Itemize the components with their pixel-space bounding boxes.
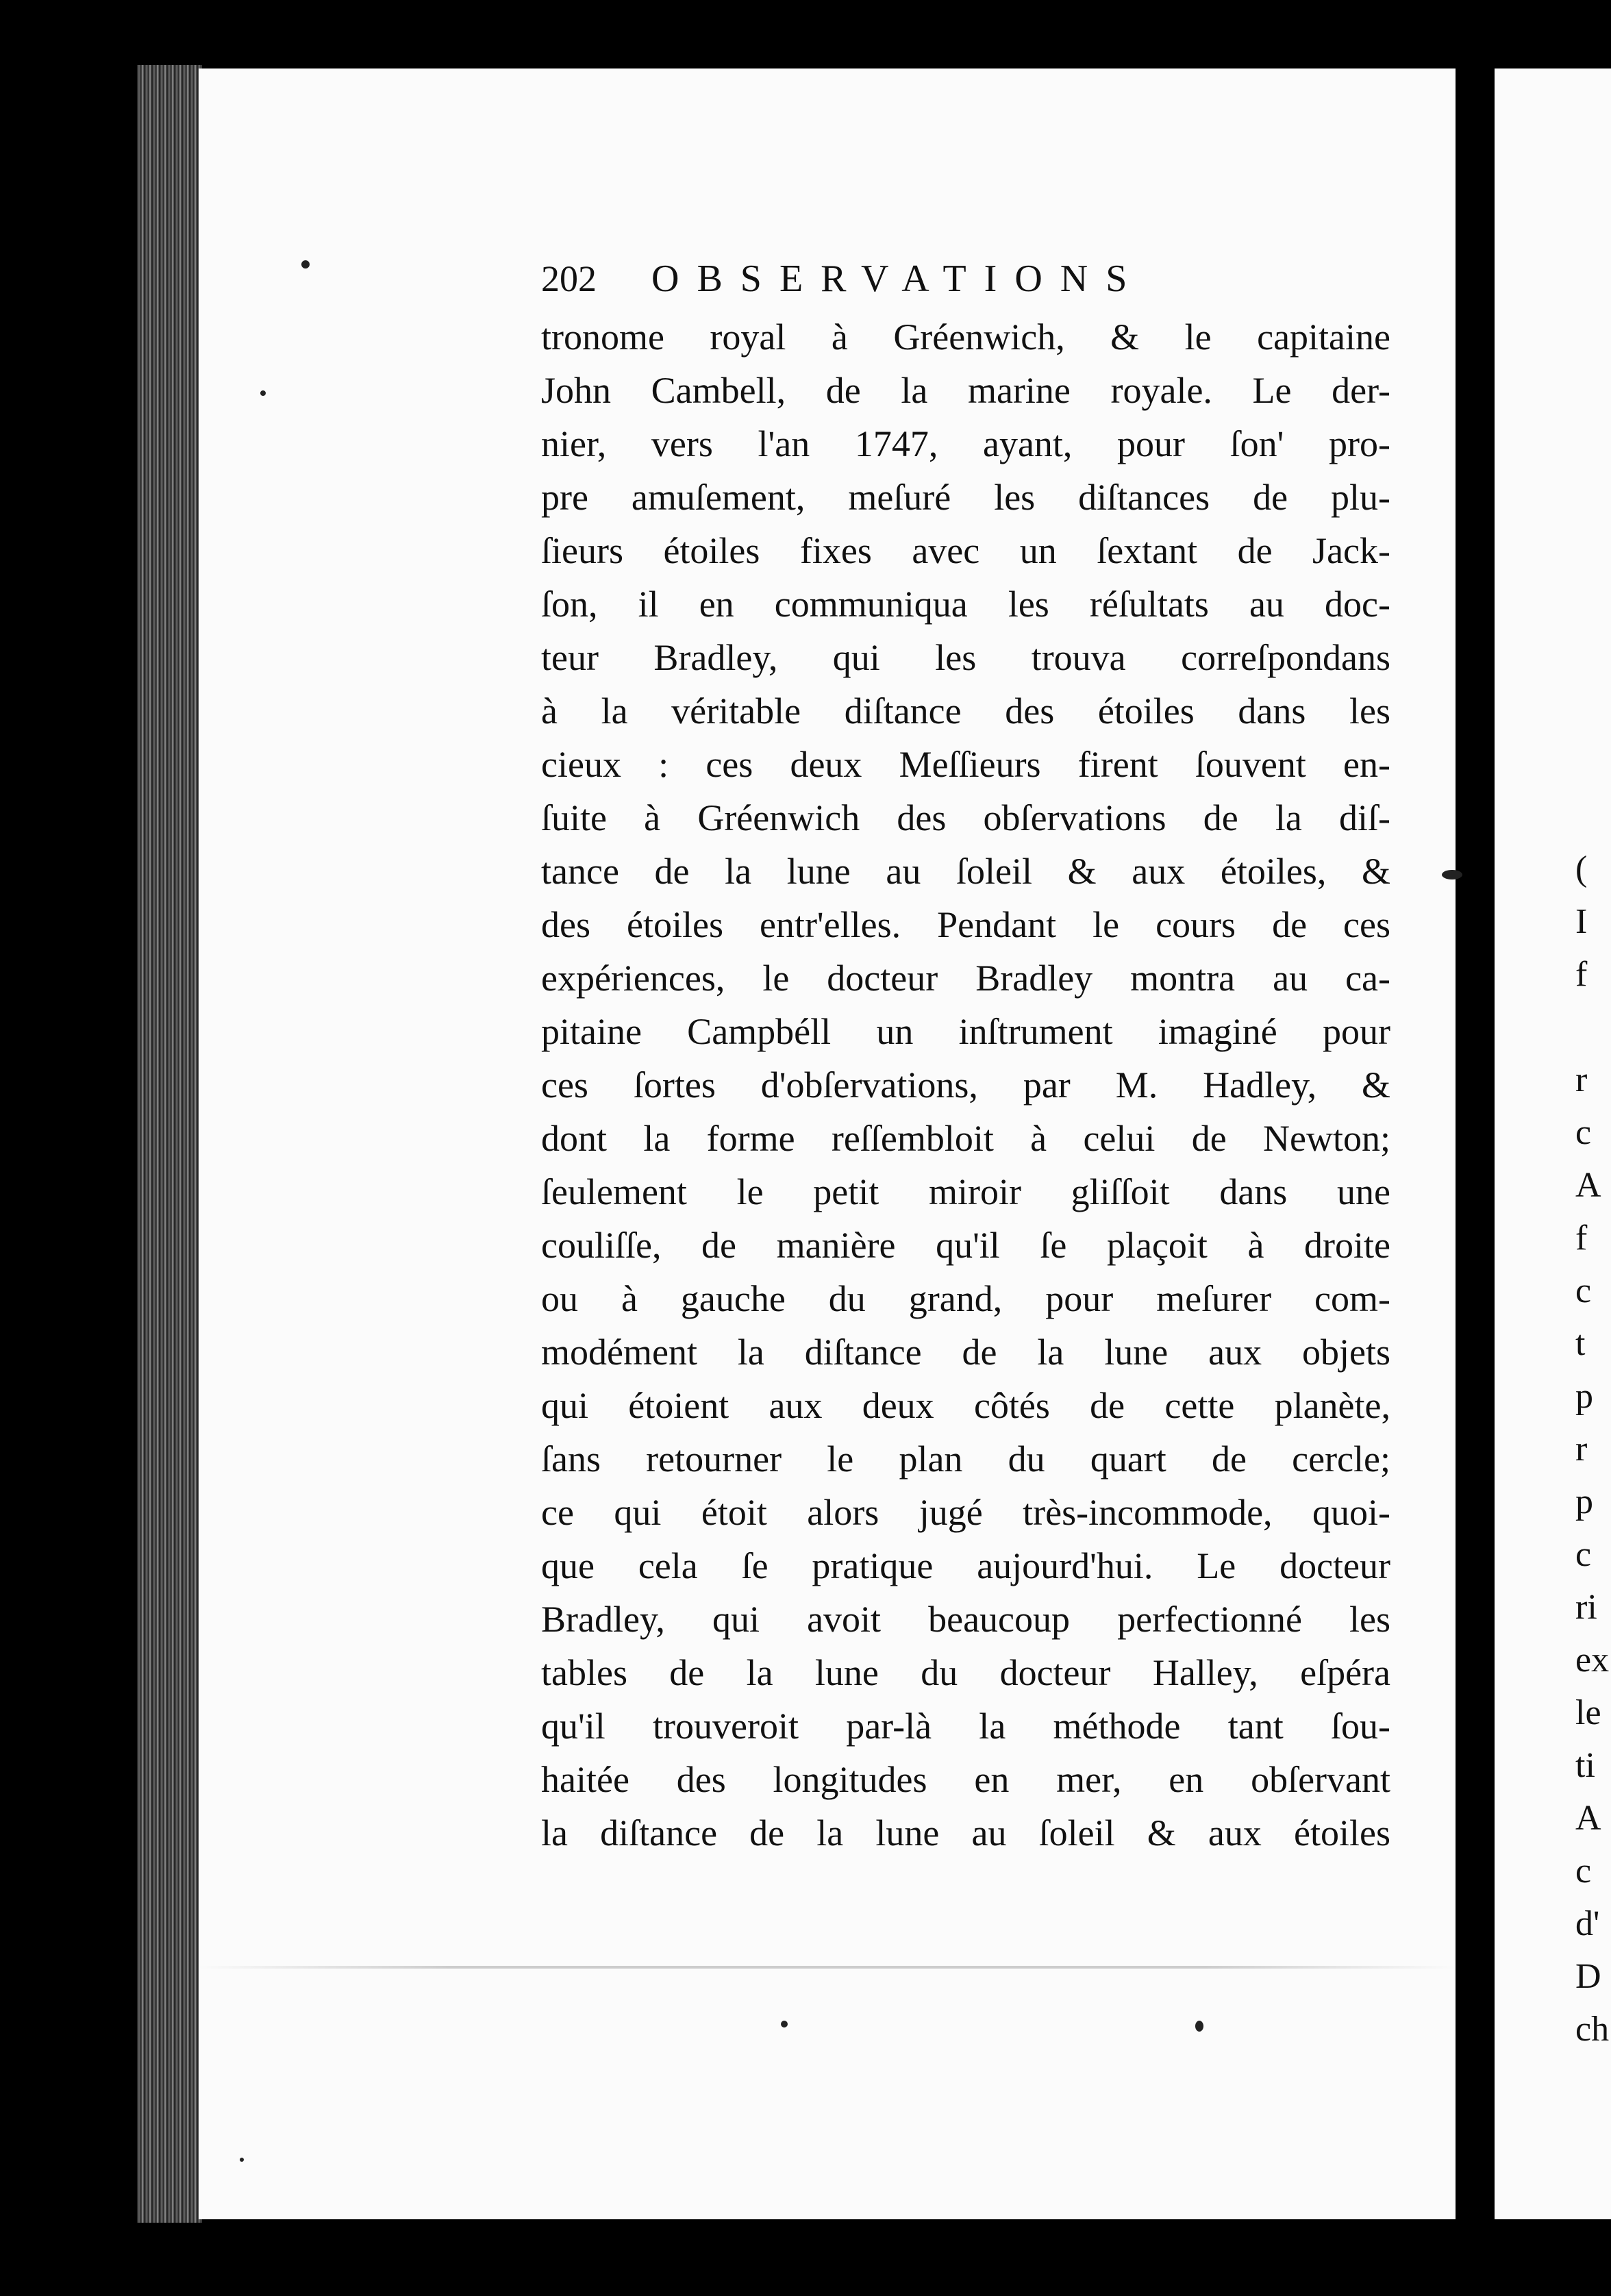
text-line: expériences, le docteur Bradley montra au ca- [541, 958, 1390, 999]
right-page-fragment: A [1575, 1799, 1601, 1838]
page-text-block [541, 257, 1390, 1860]
right-page-fragment: f [1575, 1219, 1588, 1258]
text-line: haitée des longitudes en mer, en obſervant [541, 1759, 1390, 1800]
text-line: tance de la lune au ſoleil & aux étoiles, & [541, 851, 1390, 892]
right-page-fragment: le [1575, 1693, 1601, 1732]
page-fold-line [199, 1966, 1456, 1969]
text-line: qui étoient aux deux côtés de cette planète, [541, 1385, 1390, 1426]
right-page-fragment: r [1575, 1060, 1588, 1099]
right-page-fragment: ex [1575, 1640, 1610, 1680]
right-page-fragment: ti [1575, 1746, 1595, 1785]
right-page-fragment [1575, 1001, 1611, 1053]
right-page-fragment: c [1575, 1113, 1592, 1152]
right-page-fragment: c [1575, 1535, 1592, 1574]
scan-speck [260, 390, 266, 396]
text-line: ces ſortes d'obſervations, par M. Hadley, & [541, 1064, 1390, 1106]
page-number: 202 [541, 258, 597, 299]
right-page-fragment: c [1575, 1271, 1592, 1310]
right-page-fragment: I [1575, 902, 1588, 941]
text-line: ſon, il en communiqua les réſultats au doc- [541, 584, 1390, 625]
right-page-fragment: ch [1575, 2010, 1610, 2049]
scan-speck [781, 2021, 788, 2027]
right-page-fragment: c [1575, 1851, 1592, 1891]
text-line: que cela ſe pratique aujourd'hui. Le docteur [541, 1545, 1390, 1586]
text-line: dont la forme reſſembloit à celui de Newton; [541, 1118, 1390, 1159]
book-binding-gutter [137, 65, 202, 2223]
scan-speck [1195, 2021, 1203, 2032]
right-page-fragment: r [1575, 1430, 1588, 1469]
text-line: tables de la lune du docteur Halley, eſpéra [541, 1652, 1390, 1693]
text-line: ſieurs étoiles fixes avec un ſextant de Jack- [541, 530, 1390, 571]
right-page-fragment: D [1575, 1957, 1601, 1996]
text-line: qu'il trouveroit par-là la méthode tant ſou- [541, 1706, 1390, 1747]
right-page-fragment: p [1575, 1482, 1593, 1521]
right-page-fragment: ri [1575, 1588, 1597, 1627]
text-line: modément la diſtance de la lune aux objets [541, 1332, 1390, 1373]
page-divider [1456, 68, 1495, 2219]
text-line: des étoiles entr'elles. Pendant le cours de ces [541, 904, 1390, 945]
right-page-fragment: ( [1575, 849, 1588, 888]
right-page-text-fragments [1575, 843, 1611, 2056]
text-line: ſuite à Gréenwich des obſervations de la diſ- [541, 797, 1390, 838]
right-page-fragment: A [1575, 1166, 1601, 1205]
scan-speck [240, 2158, 244, 2162]
page-header [541, 257, 1390, 310]
body-text [541, 310, 1390, 1860]
text-line: la diſtance de la lune au ſoleil & aux étoiles [541, 1812, 1390, 1854]
running-title: OBSERVATIONS [651, 258, 1145, 300]
right-page-fragment: d' [1575, 1904, 1600, 1943]
text-line: teur Bradley, qui les trouva correſpondans [541, 637, 1390, 678]
text-line: nier, vers l'an 1747, ayant, pour ſon' pro- [541, 423, 1390, 464]
text-line: ce qui étoit alors jugé très-incommode, quoi- [541, 1492, 1390, 1533]
right-page-fragment: f [1575, 955, 1588, 994]
text-line: John Cambell, de la marine royale. Le der- [541, 370, 1390, 411]
text-line: pre amuſement, meſuré les diſtances de plu- [541, 477, 1390, 518]
text-line: Bradley, qui avoit beaucoup perfectionné les [541, 1599, 1390, 1640]
right-page-fragment: t [1575, 1324, 1586, 1363]
text-line: pitaine Campbéll un inſtrument imaginé pour [541, 1011, 1390, 1052]
scan-speck [301, 260, 310, 269]
text-line: ſans retourner le plan du quart de cercle; [541, 1438, 1390, 1480]
text-line: à la véritable diſtance des étoiles dans les [541, 690, 1390, 732]
text-line: ſeulement le petit miroir gliſſoit dans une [541, 1171, 1390, 1212]
text-line: ou à gauche du grand, pour meſurer com- [541, 1278, 1390, 1319]
right-page-fragment: p [1575, 1377, 1593, 1416]
scan-speck [1442, 870, 1462, 879]
text-line: tronome royal à Gréenwich, & le capitaine [541, 316, 1390, 358]
text-line: couliſſe, de manière qu'il ſe plaçoit à droite [541, 1225, 1390, 1266]
text-line: cieux : ces deux Meſſieurs firent ſouvent en- [541, 744, 1390, 785]
